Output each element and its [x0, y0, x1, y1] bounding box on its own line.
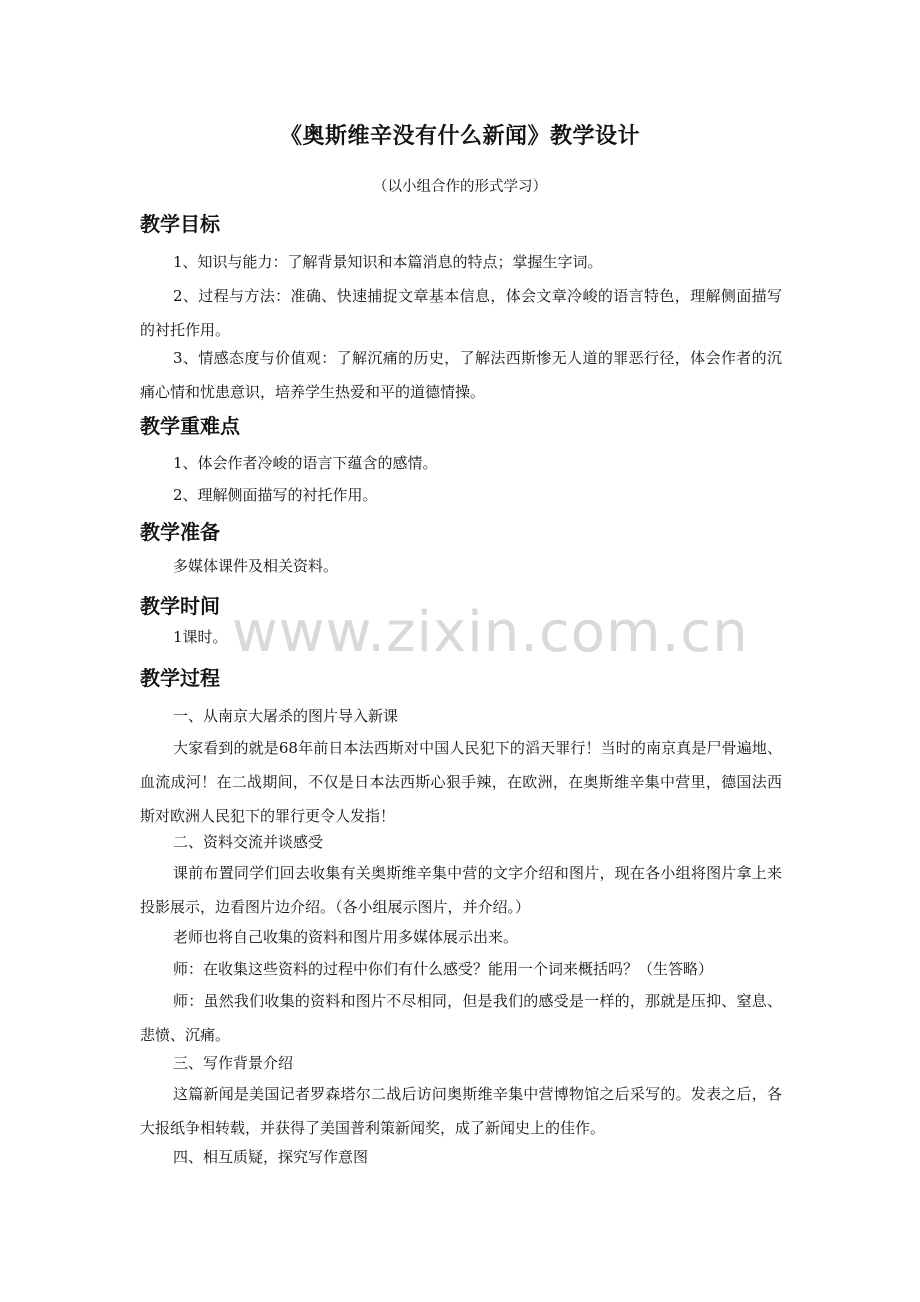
preparation-paragraph: 多媒体课件及相关资料。 — [173, 557, 339, 575]
goal-paragraph-2: 2、过程与方法：准确、快速捕捉文章基本信息，体会文章冷峻的语言特色，理解侧面描写的衬托作用。 — [140, 287, 782, 339]
process-step-4: 四、相互质疑，探究写作意图 — [173, 1148, 369, 1166]
document-subtitle: （以小组合作的形式学习） — [373, 179, 547, 195]
section-heading-goals: 教学目标 — [140, 212, 220, 236]
section-heading-preparation: 教学准备 — [140, 520, 220, 544]
process-step-1: 一、从南京大屠杀的图片导入新课 — [173, 707, 399, 725]
process-paragraph-1: 大家看到的就是68年前日本法西斯对中国人民犯下的滔天罪行！当时的南京真是尸骨遍地、血流成河！在二战期间，不仅是日本法西斯心狠手辣，在欧洲，在奥斯维辛集中营里，德国法西斯对欧洲人民犯下的罪行更令人发指！ — [140, 739, 782, 825]
goal-paragraph-3: 3、情感态度与价值观：了解沉痛的历史，了解法西斯惨无人道的罪恶行径，体会作者的沉痛心情和忧患意识，培养学生热爱和平的道德情操。 — [140, 349, 782, 401]
process-paragraph-4: 师：在收集这些资料的过程中你们有什么感受？能用一个词来概括吗？（生答略） — [173, 960, 714, 978]
key-point-paragraph-1: 1、体会作者冷峻的语言下蕴含的感情。 — [173, 454, 438, 472]
time-paragraph: 1课时。 — [173, 628, 228, 646]
watermark-text: www.zixin.com.cn — [232, 600, 749, 665]
section-heading-key-points: 教学重难点 — [140, 414, 240, 438]
process-paragraph-2: 课前布置同学们回去收集有关奥斯维辛集中营的文字介绍和图片，现在各小组将图片拿上来投影展示，边看图片边介绍。（各小组展示图片，并介绍。） — [140, 864, 782, 916]
process-paragraph-6: 这篇新闻是美国记者罗森塔尔二战后访问奥斯维辛集中营博物馆之后采写的。发表之后，各大报纸争相转载，并获得了美国普利策新闻奖，成了新闻史上的佳作。 — [140, 1085, 782, 1137]
goal-paragraph-1: 1、知识与能力：了解背景知识和本篇消息的特点；掌握生字词。 — [173, 253, 603, 271]
process-step-3: 三、写作背景介绍 — [173, 1054, 294, 1072]
key-point-paragraph-2: 2、理解侧面描写的衬托作用。 — [173, 486, 378, 504]
process-paragraph-5: 师：虽然我们收集的资料和图片不尽相同，但是我们的感受是一样的，那就是压抑、窒息、悲愤、沉痛。 — [140, 992, 782, 1044]
process-paragraph-3: 老师也将自己收集的资料和图片用多媒体展示出来。 — [173, 928, 519, 946]
document-title: 《奥斯维辛没有什么新闻》教学设计 — [279, 124, 640, 149]
process-step-2: 二、资料交流并谈感受 — [173, 833, 324, 851]
section-heading-time: 教学时间 — [140, 594, 220, 618]
section-heading-process: 教学过程 — [140, 666, 220, 690]
